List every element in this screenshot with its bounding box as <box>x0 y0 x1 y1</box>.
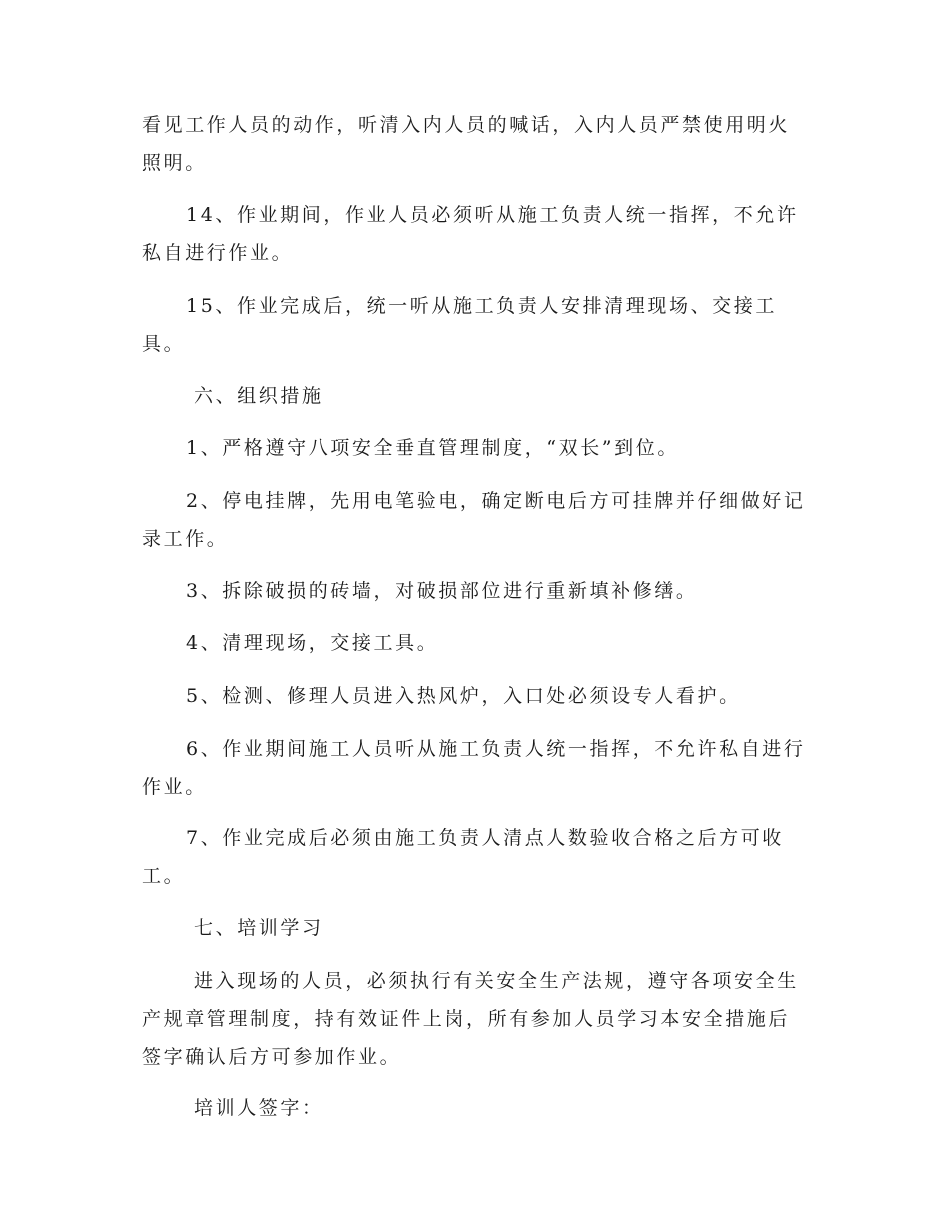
paragraph-org-5: 5、检测、修理人员进入热风炉，入口处必须设专人看护。 <box>186 685 741 707</box>
paragraph-org-6: 6、作业期间施工人员听从施工负责人统一指挥，不允许私自进行作业。 <box>142 738 806 798</box>
paragraph-org-1: 1、严格遵守八项安全垂直管理制度，“双长”到位。 <box>186 437 679 459</box>
paragraph-org-4: 4、清理现场，交接工具。 <box>186 632 439 654</box>
paragraph-item-15: 15、作业完成后，统一听从施工负责人安排清理现场、交接工具。 <box>142 295 777 355</box>
paragraph-item-14: 14、作业期间，作业人员必须听从施工负责人统一指挥，不允许私自进行作业。 <box>142 204 799 264</box>
paragraph-org-7: 7、作业完成后必须由施工负责人清点人数验收合格之后方可收工。 <box>142 827 784 887</box>
section-heading-training: 七、培训学习 <box>194 917 324 939</box>
paragraph-continuation: 看见工作人员的动作，听清入内人员的喊话，入内人员严禁使用明火照明。 <box>142 114 791 174</box>
trainer-signature-label: 培训人签字： <box>194 1097 324 1119</box>
paragraph-org-2: 2、停电挂牌，先用电笔验电，确定断电后方可挂牌并仔细做好记录工作。 <box>142 490 806 550</box>
paragraph-org-3: 3、拆除破损的砖墙，对破损部位进行重新填补修缮。 <box>186 580 698 602</box>
paragraph-training: 进入现场的人员，必须执行有关安全生产法规，遵守各项安全生产规章管理制度，持有效证件上岗，所有参加人员学习本安全措施后签字确认后方可参加作业。 <box>142 970 799 1068</box>
section-heading-organization: 六、组织措施 <box>194 385 324 407</box>
